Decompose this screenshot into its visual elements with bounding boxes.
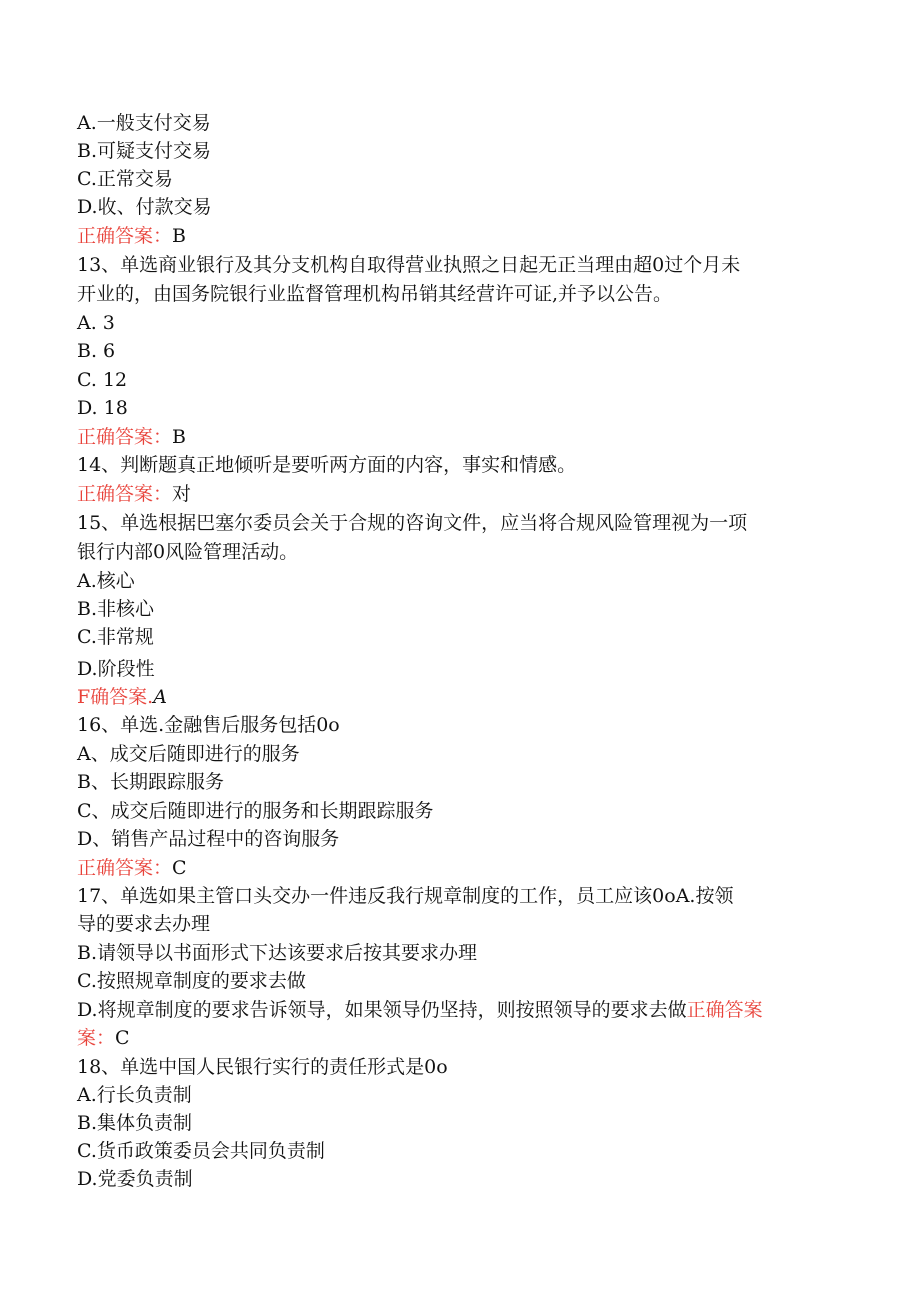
- q17-option-c: C.按照规章制度的要求去做: [77, 970, 306, 992]
- answer-value: B: [172, 426, 186, 448]
- answer-value: A: [153, 686, 167, 708]
- q15-option-a: A.核心: [77, 570, 135, 592]
- q17-option-d: [77, 996, 857, 1024]
- q17-question-cont: 导的要求去办理: [77, 913, 211, 935]
- q12-option-a: A.一般支付交易: [77, 112, 211, 134]
- q17-question: 17、单选如果主管口头交办一件违反我行规章制度的工作，员工应该0oA.按领: [77, 885, 734, 907]
- answer-value: C: [172, 857, 187, 879]
- q12-option-b: B.可疑支付交易: [77, 140, 212, 162]
- q15-question-cont: 银行内部0风险管理活动。: [77, 541, 299, 563]
- answer-value: B: [172, 225, 186, 247]
- q14-question: 14、判断题真正地倾听是要听两方面的内容，事实和情感。: [77, 454, 577, 476]
- q13-option-a: A. 3: [77, 312, 115, 334]
- answer-label: 正确答案：: [77, 225, 173, 247]
- answer-label: 正确答案：: [77, 426, 173, 448]
- option-text: D.将规章制度的要求告诉领导，如果领导仍坚持，则按照领导的要求去做: [77, 999, 687, 1021]
- answer-label: 正确答案：: [77, 483, 173, 505]
- q17-option-b: B.请领导以书面形式下达该要求后按其要求办理: [77, 942, 478, 964]
- q15-answer: [77, 683, 857, 711]
- answer-label: F确答案.: [77, 686, 154, 708]
- q13-answer: [77, 423, 857, 451]
- q12-option-d: D.收、付款交易: [77, 196, 212, 218]
- q18-option-b: B.集体负责制: [77, 1112, 193, 1134]
- answer-value: 对: [172, 483, 192, 505]
- answer-label: 正确答案: [686, 999, 763, 1021]
- q13-option-d: D. 18: [77, 397, 128, 419]
- q17-answer: [77, 1024, 857, 1052]
- q16-question: 16、单选.金融售后服务包括0o: [77, 714, 340, 736]
- q16-answer: [77, 854, 857, 882]
- q16-option-b: B、长期跟踪服务: [77, 771, 224, 793]
- q18-option-c: C.货币政策委员会共同负责制: [77, 1140, 325, 1162]
- q15-option-b: B.非核心: [77, 598, 155, 620]
- q15-option-d: D.阶段性: [77, 658, 155, 680]
- q15-question: 15、单选根据巴塞尔委员会关于合规的咨询文件，应当将合规风险管理视为一项: [77, 512, 748, 534]
- q18-option-a: A.行长负责制: [77, 1084, 192, 1106]
- answer-value: C: [115, 1027, 130, 1049]
- q15-option-c: C.非常规: [77, 626, 154, 648]
- q12-option-c: C.正常交易: [77, 168, 173, 190]
- q13-option-b: B. 6: [77, 340, 116, 362]
- q16-option-d: D、销售产品过程中的咨询服务: [77, 828, 340, 850]
- answer-label-cont: 案：: [77, 1027, 116, 1049]
- q16-option-a: A、成交后随即进行的服务: [77, 743, 300, 765]
- q14-answer: [77, 480, 857, 508]
- q13-option-c: C. 12: [77, 369, 128, 391]
- q13-question-cont: 开业的，由国务院银行业监督管理机构吊销其经营许可证,并予以公告。: [77, 283, 673, 305]
- q12-answer: [77, 222, 857, 250]
- q16-option-c: C、成交后随即进行的服务和长期跟踪服务: [77, 800, 434, 822]
- q18-option-d: D.党委负责制: [77, 1168, 193, 1190]
- answer-label: 正确答案：: [77, 857, 173, 879]
- q18-question: 18、单选中国人民银行实行的责任形式是0o: [77, 1056, 448, 1078]
- q13-question: 13、单选商业银行及其分支机构自取得营业执照之日起无正当理由超0过个月未: [77, 254, 741, 276]
